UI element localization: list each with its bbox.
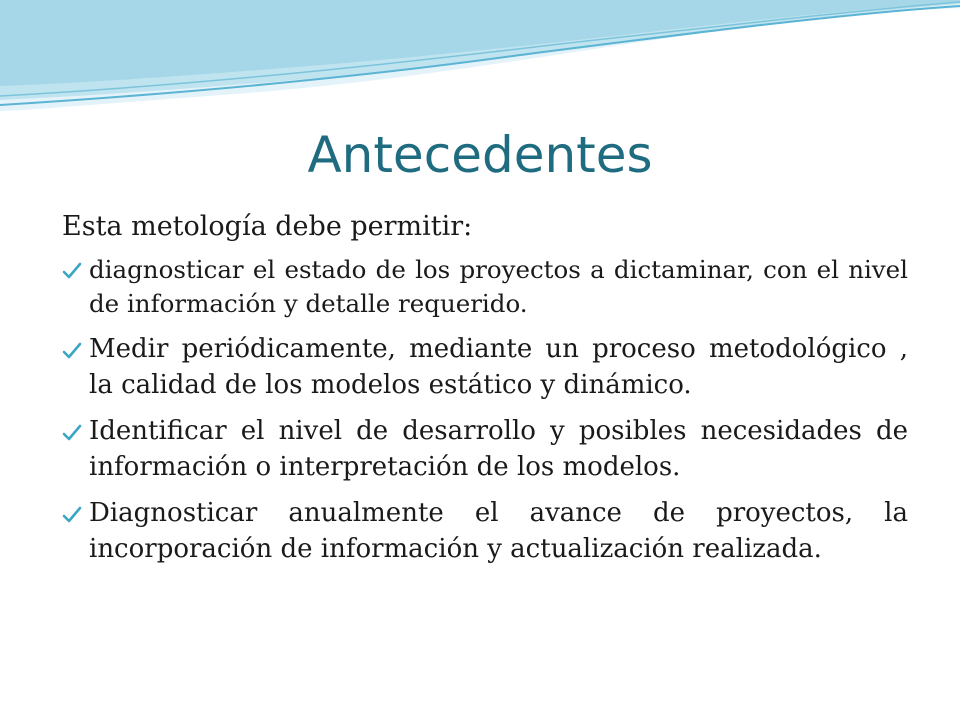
bullet-text: Medir periódicamente, mediante un proceso metodológico , la calidad de los modelos estático y dinámico. [89,334,908,400]
bullet-text: Identificar el nivel de desarrollo y posibles necesidades de información o interpretación de los modelos. [89,416,908,482]
checkmark-icon [62,423,82,443]
list-item [62,413,908,485]
bullet-text: Diagnosticar anualmente el avance de proyectos, la incorporación de información y actualización realizada. [89,498,908,564]
bullet-text: diagnosticar el estado de los proyectos a dictaminar, con el nivel de información y detalle requerido. [89,255,908,318]
list-item [62,253,908,321]
header-wave-decoration [0,0,960,120]
checkmark-icon [62,261,82,281]
checkmark-icon [62,505,82,525]
list-item [62,331,908,403]
list-item [62,495,908,567]
bullet-list [62,253,908,577]
slide-title: Antecedentes [307,126,653,184]
intro-text: Esta metología debe permitir: [62,211,473,242]
checkmark-icon [62,341,82,361]
